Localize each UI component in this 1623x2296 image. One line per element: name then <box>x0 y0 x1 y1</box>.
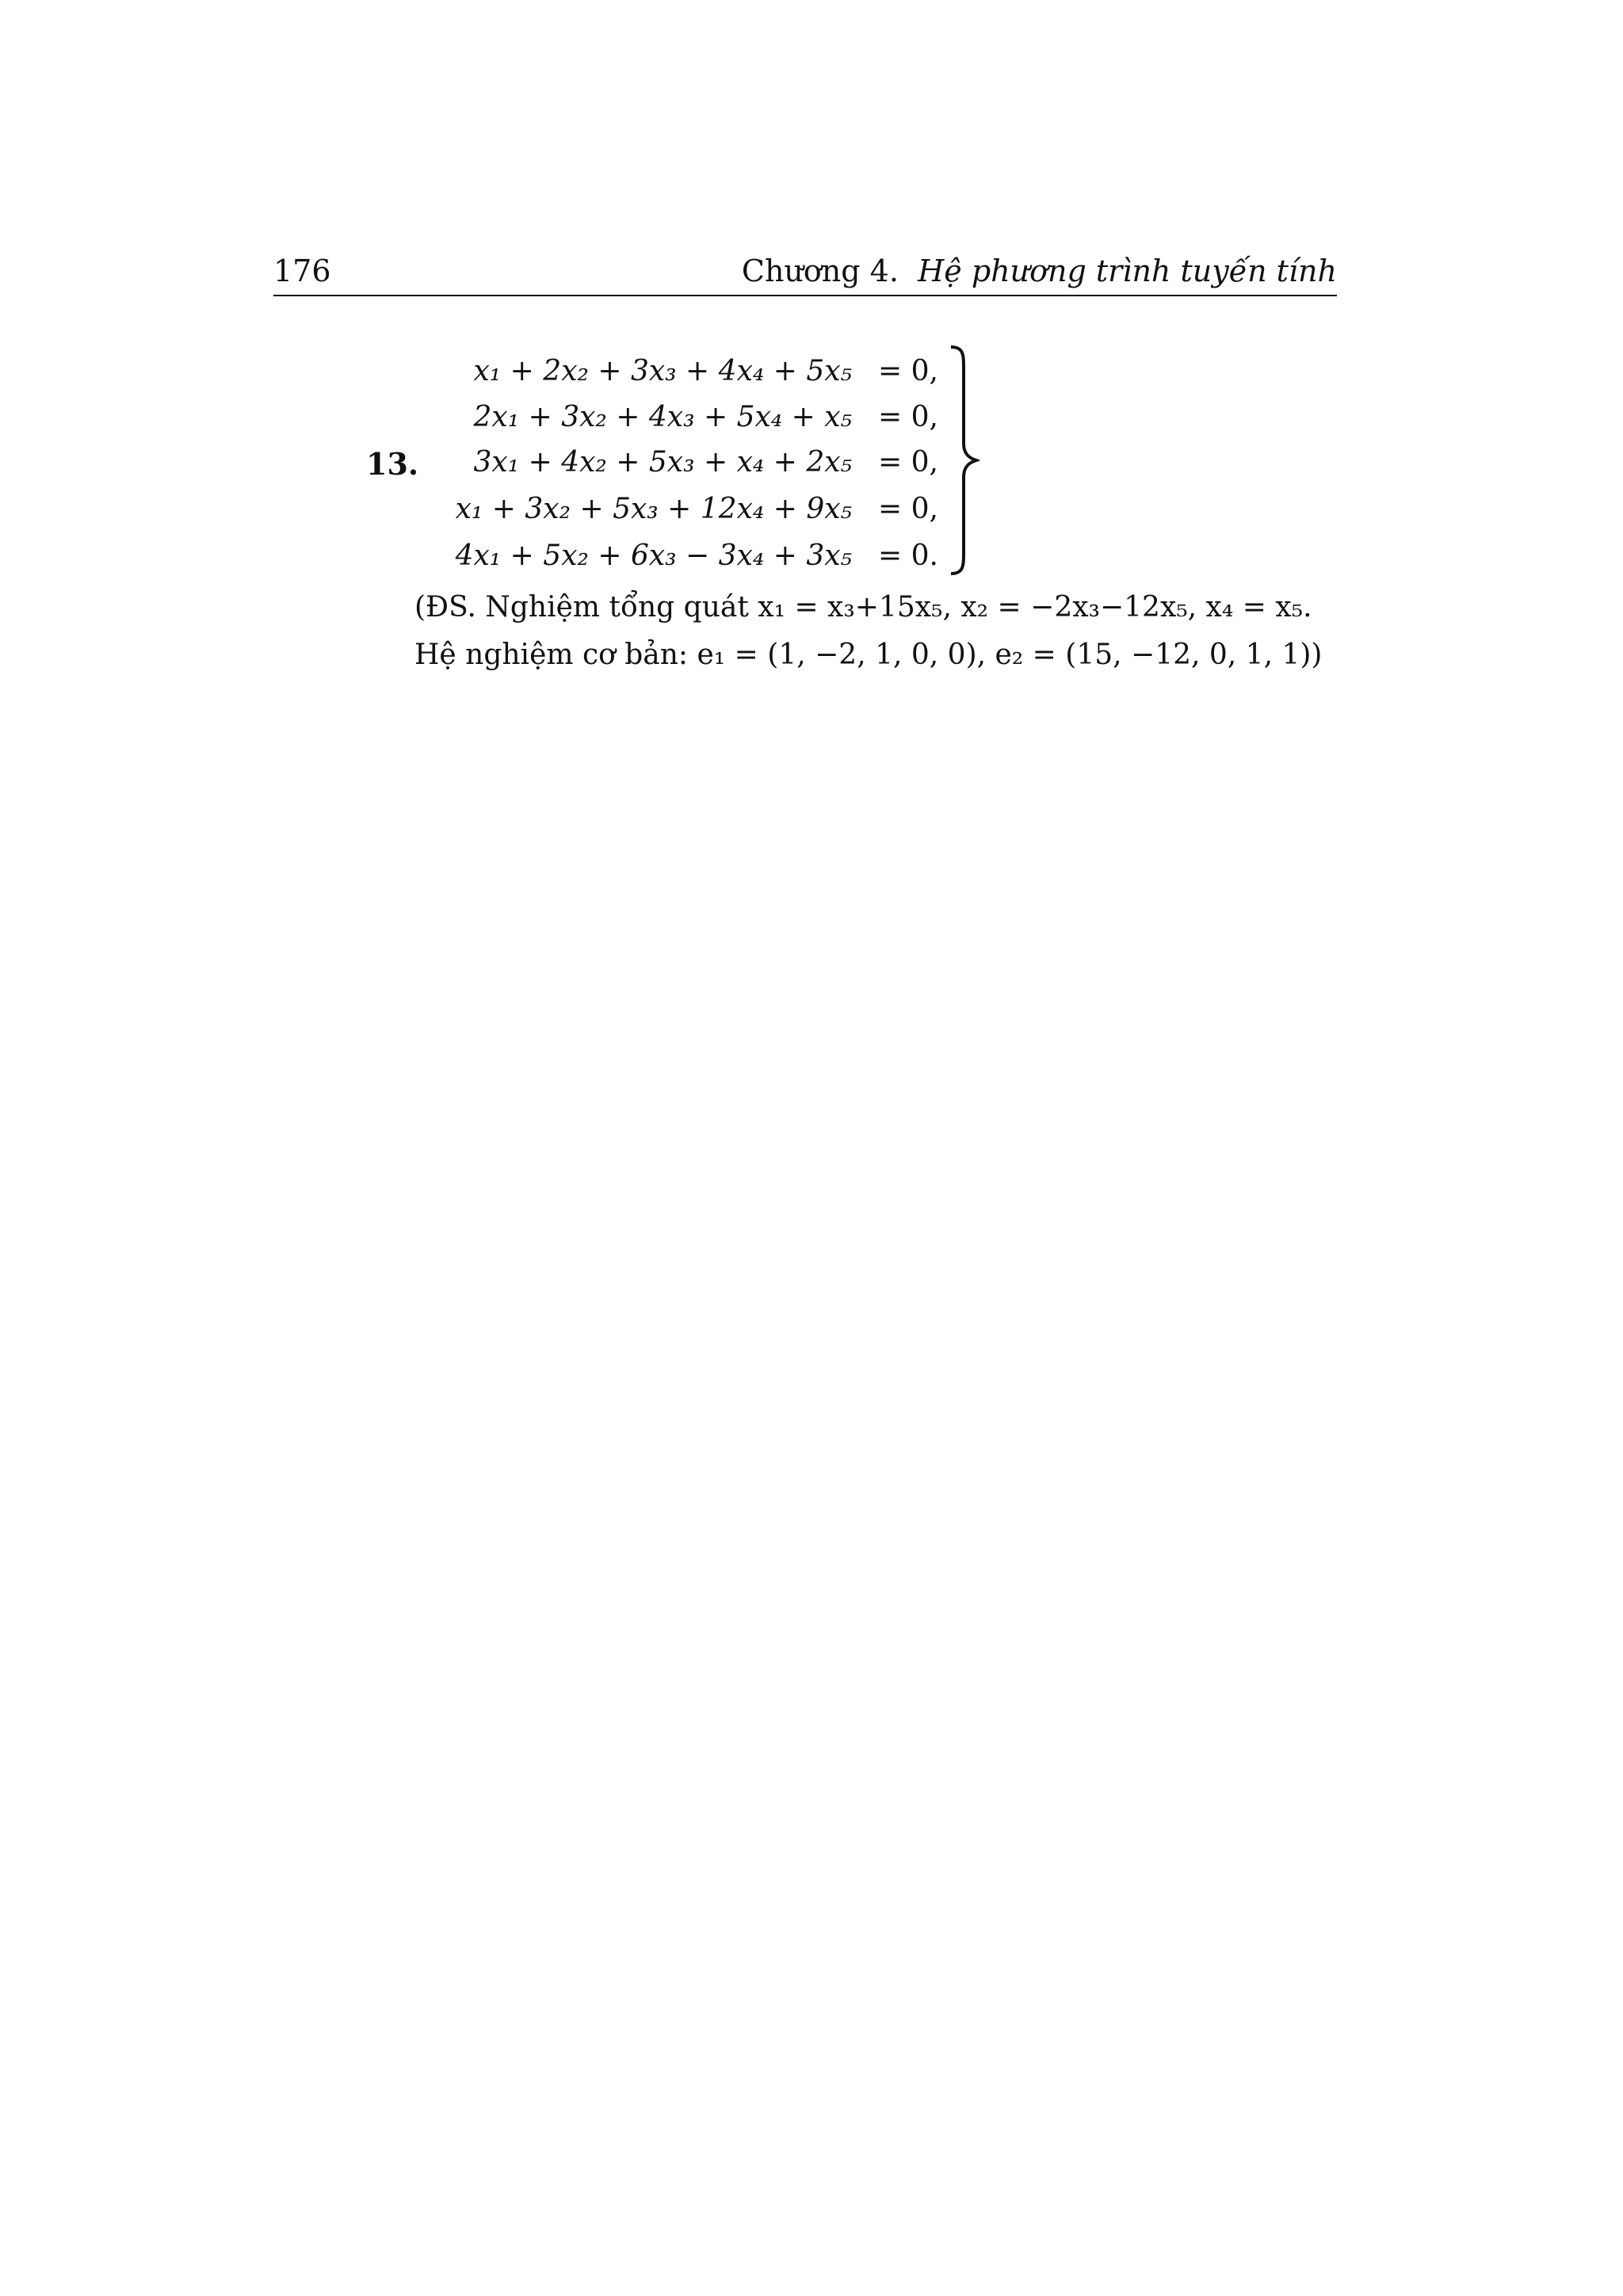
answer-line-2: Hệ nghiệm cơ bản: e₁ = (1, −2, 1, 0, 0), e₂ = (15, −12, 0, 1, 1)) <box>414 639 1323 671</box>
equation-lhs: x₁ + 3x₂ + 5x₃ + 12x₄ + 9x₅ <box>455 493 852 525</box>
equation-rhs: = 0, <box>878 401 938 433</box>
page-number: 176 <box>273 254 331 288</box>
right-brace <box>948 345 980 575</box>
equation-lhs: x₁ + 2x₂ + 3x₃ + 4x₄ + 5x₅ <box>473 355 852 387</box>
equation-rhs: = 0, <box>878 493 938 525</box>
equation-rhs: = 0, <box>878 355 938 387</box>
chapter-label: Chương 4. <box>741 254 899 288</box>
answer-line-1: (ĐS. Nghiệm tổng quát x₁ = x₃+15x₅, x₂ = −2x₃−12x₅, x₄ = x₅. <box>414 591 1312 624</box>
chapter-title: Hệ phương trình tuyến tính <box>918 254 1337 288</box>
equation-row <box>444 355 951 395</box>
running-title <box>742 254 1337 288</box>
equation-row <box>444 401 951 441</box>
problem-number: 13. <box>366 446 419 482</box>
page-header <box>273 247 1337 296</box>
equation-rhs: = 0. <box>878 540 938 572</box>
equation-row <box>444 493 951 532</box>
equation-rhs: = 0, <box>878 446 938 479</box>
equation-row <box>444 540 951 579</box>
equation-lhs: 3x₁ + 4x₂ + 5x₃ + x₄ + 2x₅ <box>473 446 852 479</box>
equation-row <box>444 446 951 486</box>
equation-lhs: 2x₁ + 3x₂ + 4x₃ + 5x₄ + x₅ <box>473 401 852 433</box>
equation-lhs: 4x₁ + 5x₂ + 6x₃ − 3x₄ + 3x₅ <box>455 540 852 572</box>
